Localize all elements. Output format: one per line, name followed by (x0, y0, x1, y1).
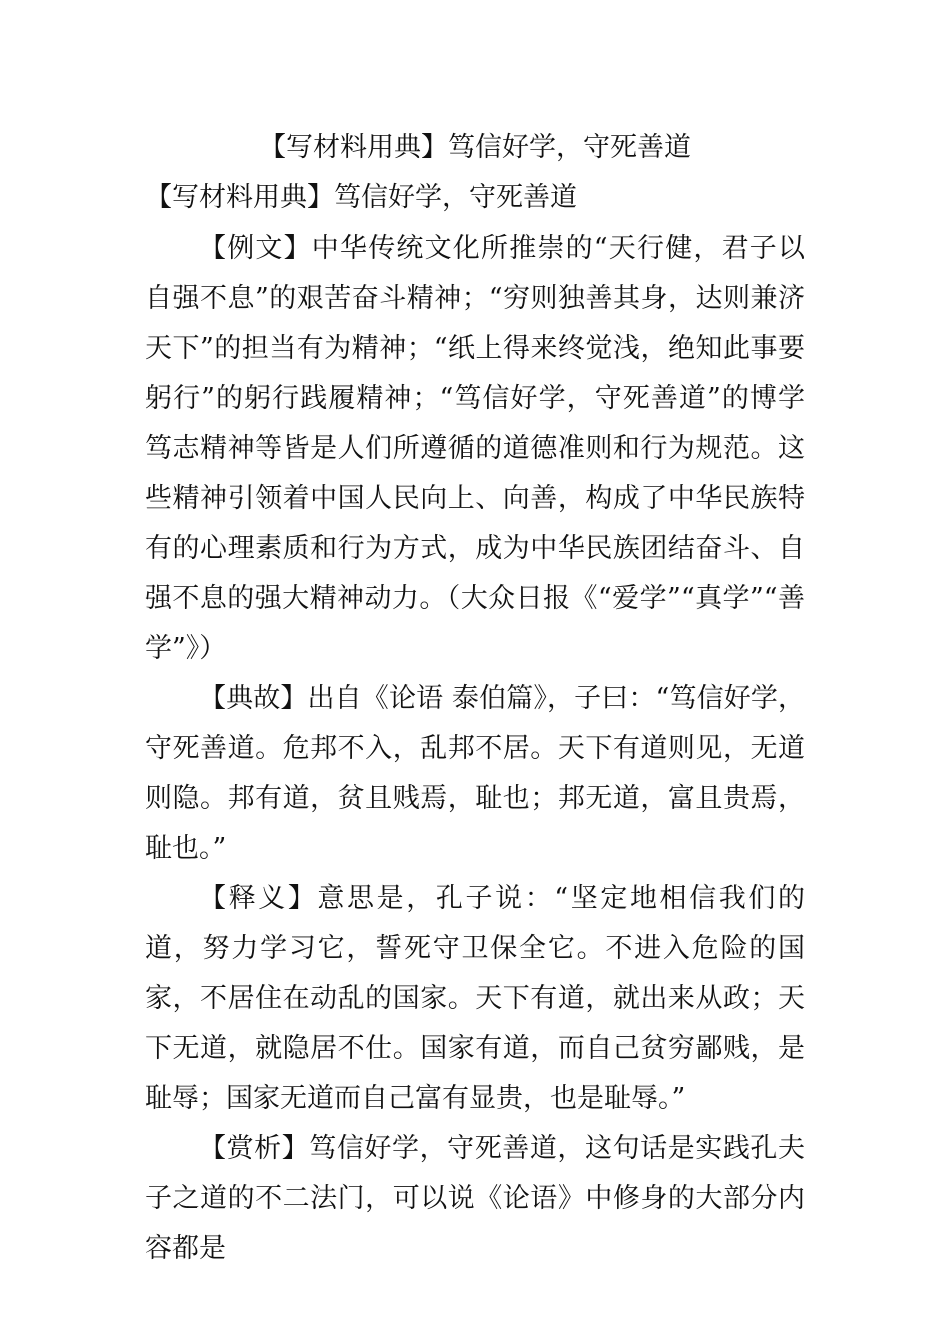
document-title: 【写材料用典】笃信好学，守死善道 (259, 132, 691, 163)
paragraph-appreciation: 【赏析】笃信好学，守死善道，这句话是实践孔夫子之道的不二法门，可以说《论语》中修身的大部分内容都是 (145, 1133, 805, 1264)
paragraph-example: 【例文】中华传统文化所推崇的“天行健，君子以自强不息”的艰苦奋斗精神；“穷则独善其身，达则兼济天下”的担当有为精神；“纸上得来终觉浅，绝知此事要躬行”的躬行践履精神；“笃信好学，守死善道”的博学笃志精神等皆是人们所遵循的道德准则和行为规范。这些精神引领着中国人民向上、向善，构成了中华民族特有的心理素质和行为方式，成为中华民族团结奋斗、自强不息的强大精神动力。（大众日报《“爱学”“真学”“善学”》） (145, 233, 805, 664)
paragraph-meaning: 【释义】意思是，孔子说：“坚定地相信我们的道，努力学习它，誓死守卫保全它。不进入危险的国家，不居住在动乱的国家。天下有道，就出来从政；天下无道，就隐居不仕。国家有道，而自己贫穷鄙贱，是耻辱；国家无道而自己富有显贵，也是耻辱。” (145, 883, 805, 1114)
document-subtitle: 【写材料用典】笃信好学，守死善道 (145, 182, 577, 213)
paragraph-allusion: 【典故】出自《论语 泰伯篇》，子曰：“笃信好学，守死善道。危邦不入，乱邦不居。天下有道则见，无道则隐。邦有道，贫且贱焉，耻也；邦无道，富且贵焉，耻也。” (145, 683, 805, 864)
document-body (145, 224, 805, 1274)
